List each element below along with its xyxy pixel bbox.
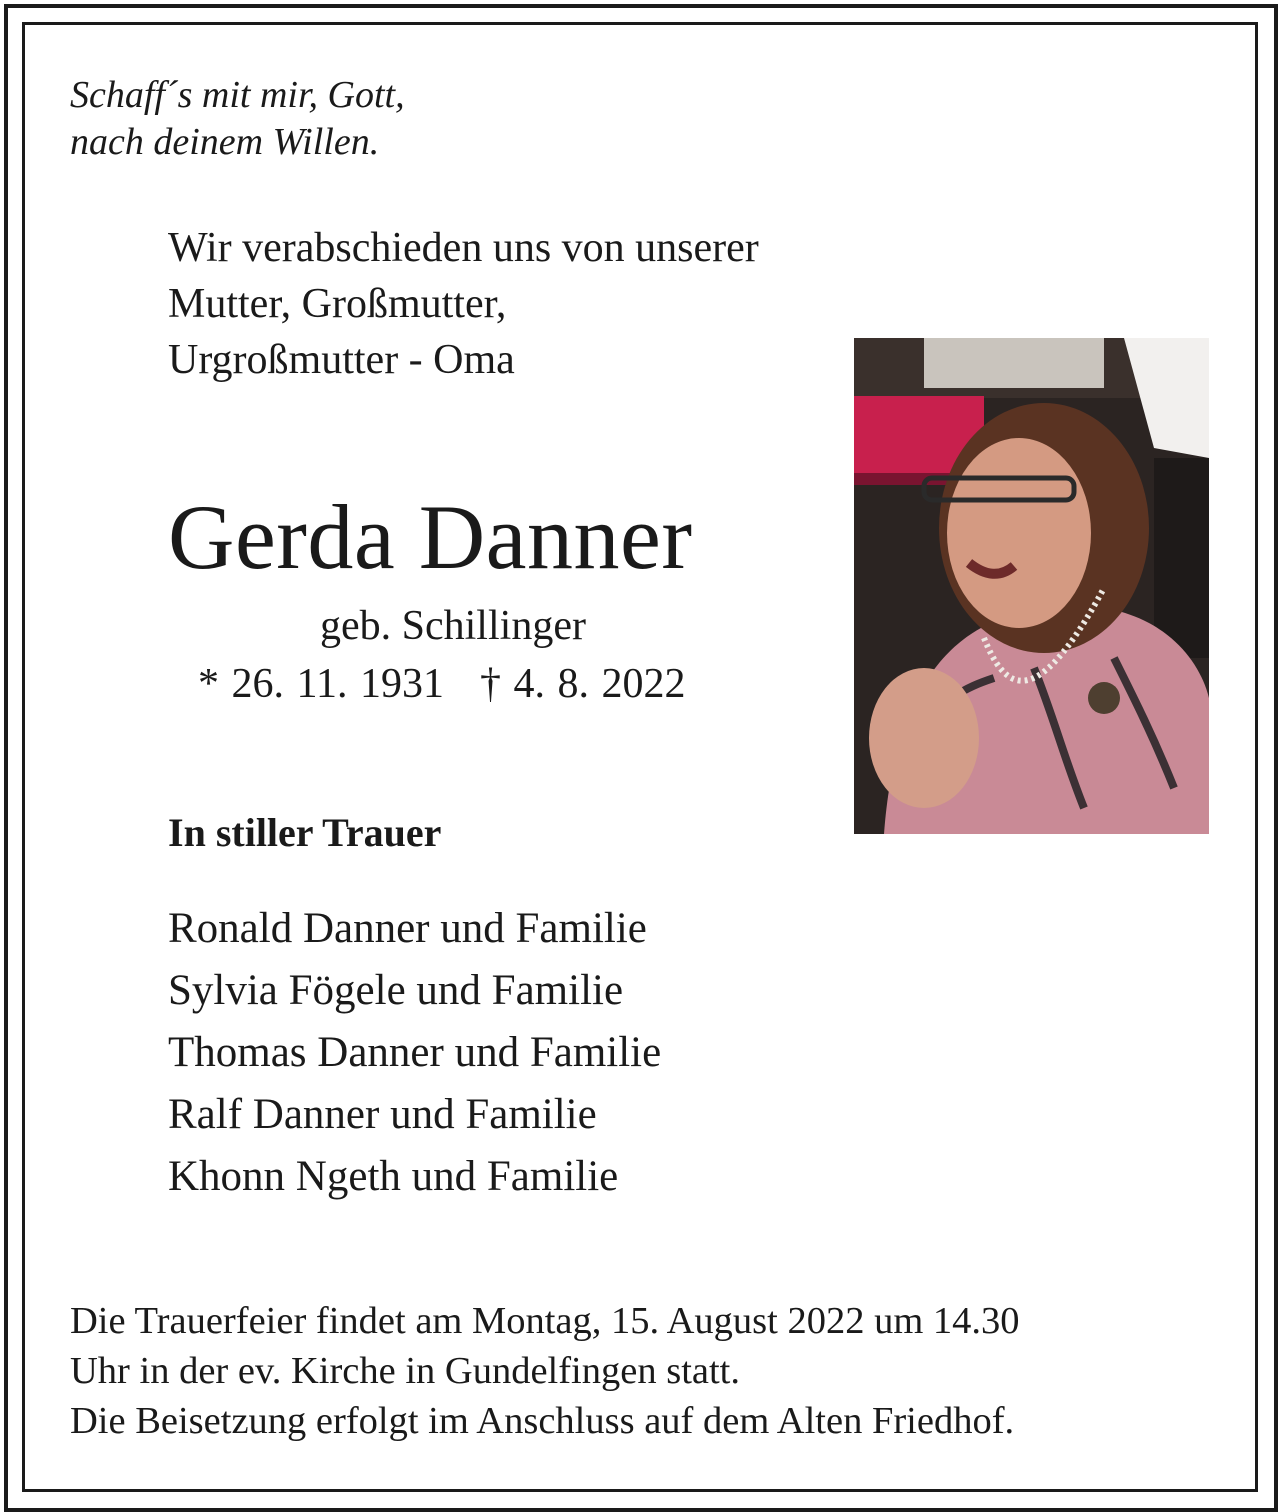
death-date: † 4. 8. 2022 bbox=[479, 661, 686, 707]
mourner-item: Thomas Danner und Familie bbox=[168, 1029, 662, 1076]
maiden-name: geb. Schillinger bbox=[320, 603, 586, 649]
intro-line-2: Mutter, Großmutter, bbox=[168, 281, 507, 327]
mourners-list bbox=[168, 898, 661, 1208]
motto-line-2: nach deinem Willen. bbox=[70, 121, 380, 163]
birth-date: * 26. 11. 1931 bbox=[198, 661, 444, 707]
motto-line-1: Schaff´s mit mir, Gott, bbox=[70, 74, 405, 116]
mourner-item: Ralf Danner und Familie bbox=[168, 1091, 597, 1138]
intro-line-3: Urgroßmutter - Oma bbox=[168, 337, 515, 383]
service-line-3: Die Beisetzung erfolgt im Anschluss auf dem Alten Friedhof. bbox=[70, 1400, 1015, 1442]
intro-line-1: Wir verabschieden uns von unserer bbox=[168, 225, 759, 271]
motto-verse bbox=[70, 72, 405, 166]
service-notice bbox=[70, 1296, 1020, 1446]
service-line-1: Die Trauerfeier findet am Montag, 15. August 2022 um 14.30 bbox=[70, 1300, 1020, 1342]
portrait-photo bbox=[854, 338, 1209, 834]
deceased-name: Gerda Danner bbox=[168, 486, 693, 588]
life-dates bbox=[198, 658, 685, 710]
mourner-item: Khonn Ngeth und Familie bbox=[168, 1153, 619, 1200]
mourner-item: Ronald Danner und Familie bbox=[168, 905, 647, 952]
mourner-item: Sylvia Fögele und Familie bbox=[168, 967, 624, 1014]
mourning-heading: In stiller Trauer bbox=[168, 810, 442, 855]
farewell-intro bbox=[168, 220, 759, 388]
service-line-2: Uhr in der ev. Kirche in Gundelfingen statt. bbox=[70, 1350, 740, 1392]
